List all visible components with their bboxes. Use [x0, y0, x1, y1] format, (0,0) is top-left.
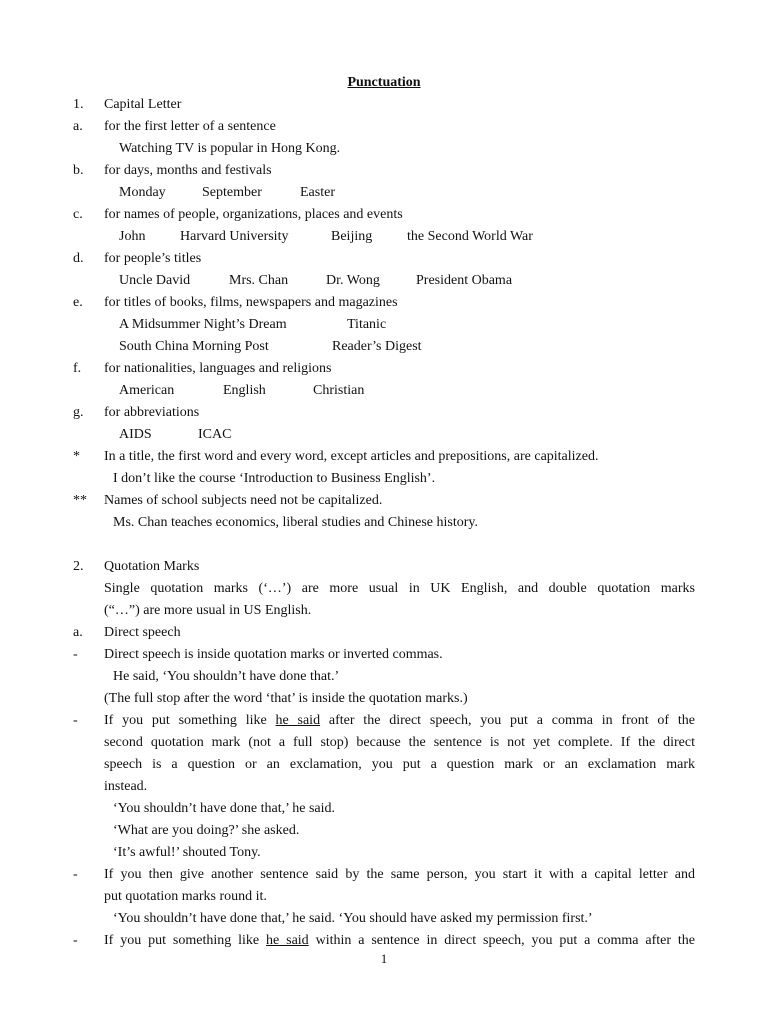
- paragraph-line: second quotation mark (not a full stop) because the sentence is not yet complete. If the direct: [104, 735, 695, 750]
- list-item-b: b. for days, months and festivals: [73, 163, 272, 178]
- page-title: Punctuation: [347, 75, 421, 90]
- underlined-phrase: he said: [266, 933, 309, 948]
- note-line: (The full stop after the word ‘that’ is inside the quotation marks.): [104, 691, 468, 706]
- underlined-phrase: he said: [275, 713, 321, 728]
- example-line: ‘You shouldn’t have done that,’ he said. ‘You should have asked my permission first.’: [113, 911, 593, 926]
- list-item-a: a. for the first letter of a sentence: [73, 119, 276, 134]
- example-line: AIDS ICAC: [119, 427, 232, 442]
- section-1-heading: [0, 94, 768, 116]
- list-item-e: e. for titles of books, films, newspapers and magazines: [73, 295, 398, 310]
- note-item: * In a title, the first word and every word, except articles and prepositions, are capitalized.: [73, 449, 599, 464]
- example-line: Uncle David Mrs. Chan Dr. Wong President Obama: [119, 273, 513, 288]
- example-line: He said, ‘You shouldn’t have done that.’: [113, 669, 340, 684]
- list-item-d: d. for people’s titles: [73, 251, 202, 266]
- example-line: Watching TV is popular in Hong Kong.: [119, 141, 341, 156]
- example-line: John Harvard University Beijing the Second World War: [119, 229, 533, 244]
- example-line: ‘You shouldn’t have done that,’ he said.: [113, 801, 336, 816]
- list-item-c: c. for names of people, organizations, places and events: [73, 207, 403, 222]
- section-number: 1.: [73, 97, 84, 112]
- section-number: 2.: [73, 559, 84, 574]
- section-heading: Quotation Marks: [104, 559, 200, 574]
- paragraph-line: speech is a question or an exclamation, you put a question mark or an exclamation mark: [104, 757, 695, 772]
- example-line: Monday September Easter: [119, 185, 335, 200]
- paragraph-line: Single quotation marks (‘…’) are more usual in UK English, and double quotation marks: [104, 581, 695, 596]
- example-line: ‘It’s awful!’ shouted Tony.: [113, 845, 261, 860]
- example-line: American English Christian: [119, 383, 365, 398]
- section-heading: Capital Letter: [104, 97, 182, 112]
- list-item-a: a. Direct speech: [73, 625, 181, 640]
- paragraph-line: put quotation marks round it.: [104, 889, 267, 904]
- example-line: Ms. Chan teaches economics, liberal studies and Chinese history.: [113, 515, 478, 530]
- bullet-item: - Direct speech is inside quotation marks or inverted commas.: [73, 647, 443, 662]
- paragraph-line: instead.: [104, 779, 148, 794]
- bullet-item: - If you then give another sentence said by the same person, you start it with a capital letter and: [73, 867, 695, 882]
- note-item: ** Names of school subjects need not be capitalized.: [73, 493, 383, 508]
- example-line: I don’t like the course ‘Introduction to Business English’.: [113, 471, 436, 486]
- example-line: A Midsummer Night’s Dream Titanic: [119, 317, 387, 332]
- section-2-heading: [0, 556, 768, 578]
- example-line: ‘What are you doing?’ she asked.: [113, 823, 300, 838]
- list-item-g: g. for abbreviations: [73, 405, 200, 420]
- bullet-item: - If you put something like he said after the direct speech, you put a comma in front of the: [73, 713, 695, 728]
- example-line: South China Morning Post Reader’s Digest: [119, 339, 422, 354]
- list-item-f: f. for nationalities, languages and religions: [73, 361, 332, 376]
- bullet-item: - If you put something like he said within a sentence in direct speech, you put a comma after the: [73, 933, 696, 948]
- page-number: 1: [380, 951, 388, 966]
- paragraph-line: (“…”) are more usual in US English.: [104, 603, 312, 618]
